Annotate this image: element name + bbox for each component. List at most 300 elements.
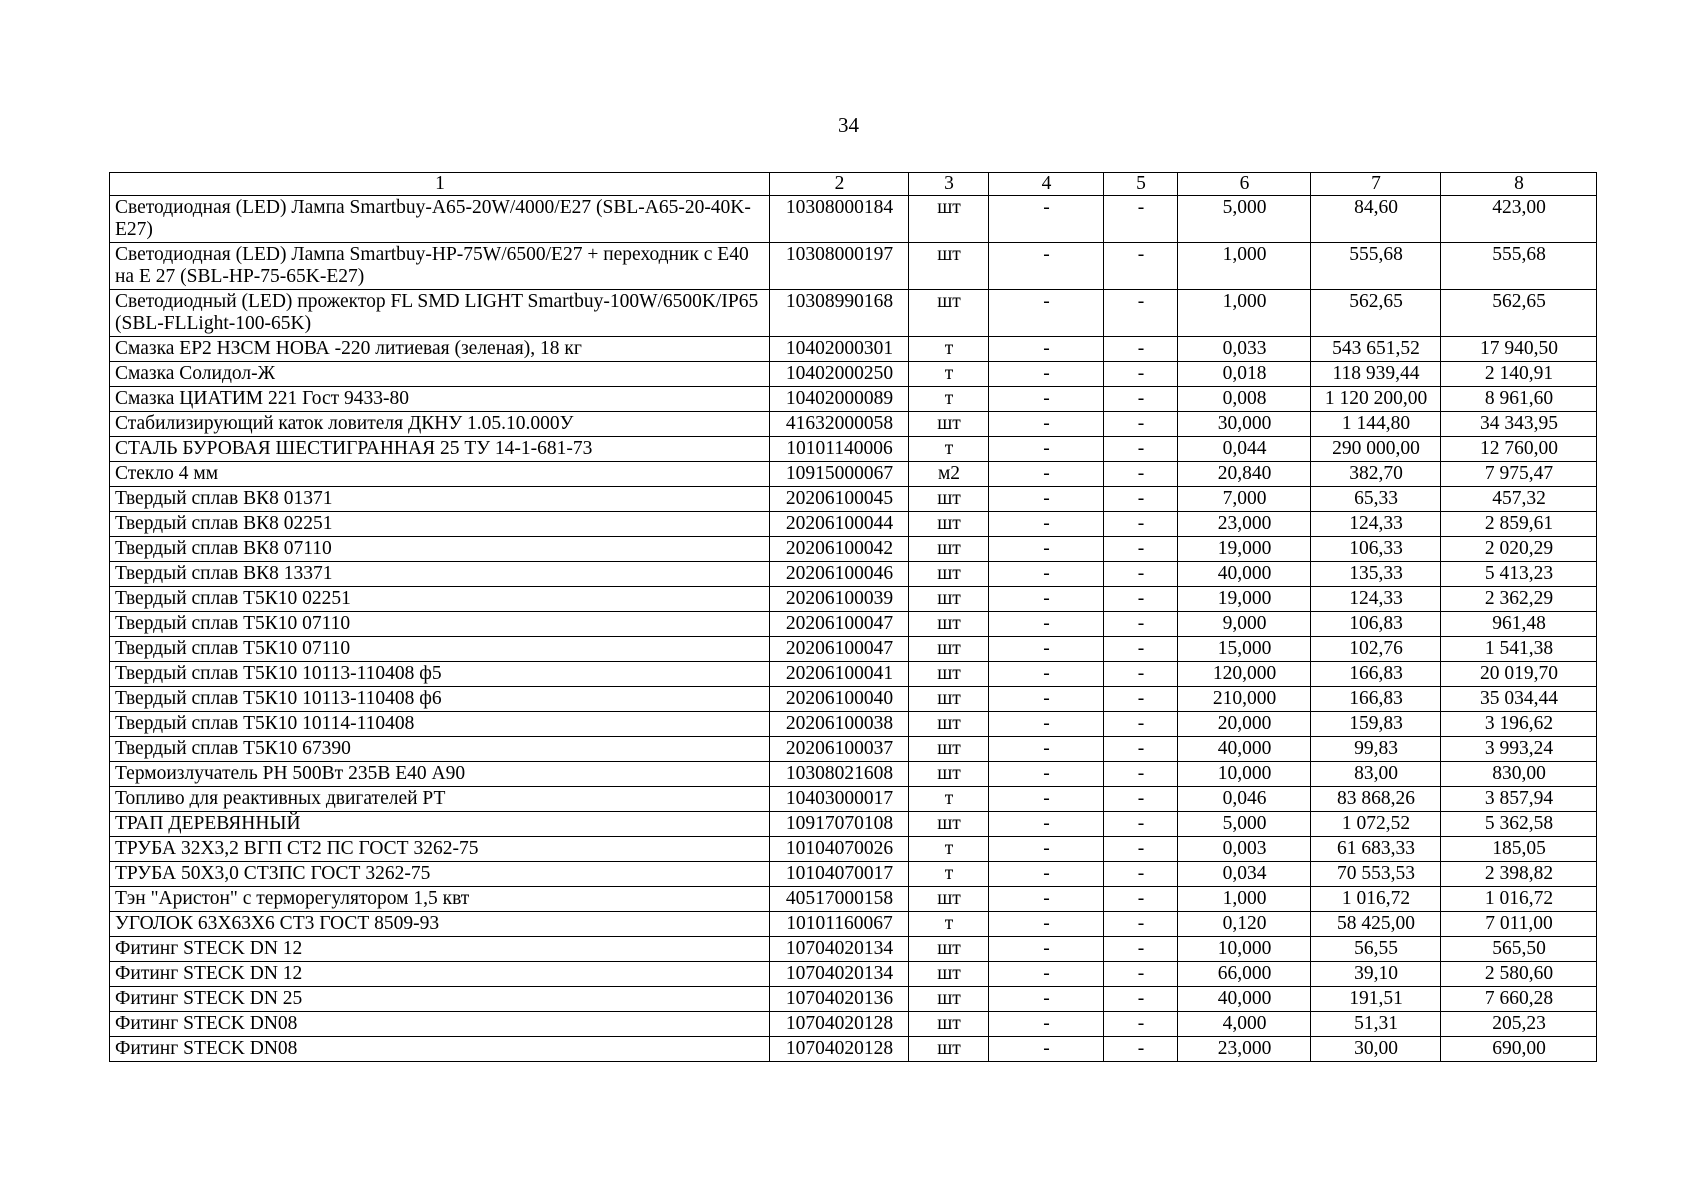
cell-code: 40517000158 bbox=[770, 887, 909, 912]
cell-code: 41632000058 bbox=[770, 412, 909, 437]
table-row bbox=[110, 637, 1597, 662]
cell-col5: - bbox=[1104, 662, 1178, 687]
cell-price: 106,83 bbox=[1311, 612, 1441, 637]
cell-quantity: 1,000 bbox=[1178, 243, 1311, 290]
cell-name: Фитинг STECK DN 25 bbox=[110, 987, 770, 1012]
table-row bbox=[110, 387, 1597, 412]
cell-sum: 2 859,61 bbox=[1441, 512, 1597, 537]
cell-col4: - bbox=[989, 887, 1104, 912]
cell-col4: - bbox=[989, 412, 1104, 437]
cell-price: 1 120 200,00 bbox=[1311, 387, 1441, 412]
cell-name: УГОЛОК 63Х63Х6 СТ3 ГОСТ 8509-93 bbox=[110, 912, 770, 937]
cell-unit: т bbox=[909, 912, 989, 937]
cell-price: 159,83 bbox=[1311, 712, 1441, 737]
cell-price: 1 016,72 bbox=[1311, 887, 1441, 912]
cell-unit: шт bbox=[909, 937, 989, 962]
cell-code: 10402000301 bbox=[770, 337, 909, 362]
cell-unit: шт bbox=[909, 887, 989, 912]
cell-quantity: 23,000 bbox=[1178, 1037, 1311, 1062]
cell-code: 20206100047 bbox=[770, 637, 909, 662]
cell-sum: 8 961,60 bbox=[1441, 387, 1597, 412]
cell-unit: шт bbox=[909, 762, 989, 787]
cell-col5: - bbox=[1104, 512, 1178, 537]
cell-name: Топливо для реактивных двигателей РТ bbox=[110, 787, 770, 812]
cell-code: 10104070017 bbox=[770, 862, 909, 887]
table-row bbox=[110, 462, 1597, 487]
cell-col5: - bbox=[1104, 862, 1178, 887]
cell-name: Твердый сплав ВК8 13371 bbox=[110, 562, 770, 587]
cell-quantity: 4,000 bbox=[1178, 1012, 1311, 1037]
cell-quantity: 210,000 bbox=[1178, 687, 1311, 712]
cell-quantity: 5,000 bbox=[1178, 196, 1311, 243]
cell-col5: - bbox=[1104, 243, 1178, 290]
cell-name: Тэн "Аристон" с терморегулятором 1,5 квт bbox=[110, 887, 770, 912]
cell-quantity: 9,000 bbox=[1178, 612, 1311, 637]
cell-sum: 2 140,91 bbox=[1441, 362, 1597, 387]
table-row bbox=[110, 862, 1597, 887]
cell-col4: - bbox=[989, 512, 1104, 537]
cell-quantity: 20,000 bbox=[1178, 712, 1311, 737]
table-row bbox=[110, 737, 1597, 762]
cell-price: 30,00 bbox=[1311, 1037, 1441, 1062]
cell-col4: - bbox=[989, 712, 1104, 737]
cell-col4: - bbox=[989, 737, 1104, 762]
cell-unit: шт bbox=[909, 487, 989, 512]
cell-col5: - bbox=[1104, 1012, 1178, 1037]
cell-code: 10402000089 bbox=[770, 387, 909, 412]
cell-code: 20206100041 bbox=[770, 662, 909, 687]
cell-sum: 457,32 bbox=[1441, 487, 1597, 512]
cell-quantity: 40,000 bbox=[1178, 987, 1311, 1012]
cell-price: 83 868,26 bbox=[1311, 787, 1441, 812]
cell-code: 20206100047 bbox=[770, 612, 909, 637]
table-row bbox=[110, 962, 1597, 987]
cell-quantity: 19,000 bbox=[1178, 537, 1311, 562]
cell-col4: - bbox=[989, 196, 1104, 243]
cell-quantity: 0,034 bbox=[1178, 862, 1311, 887]
cell-price: 99,83 bbox=[1311, 737, 1441, 762]
cell-price: 1 144,80 bbox=[1311, 412, 1441, 437]
cell-quantity: 1,000 bbox=[1178, 290, 1311, 337]
cell-sum: 7 660,28 bbox=[1441, 987, 1597, 1012]
cell-price: 83,00 bbox=[1311, 762, 1441, 787]
header-cell-7: 7 bbox=[1311, 173, 1441, 196]
table-row bbox=[110, 562, 1597, 587]
cell-code: 20206100046 bbox=[770, 562, 909, 587]
cell-col4: - bbox=[989, 787, 1104, 812]
cell-col4: - bbox=[989, 612, 1104, 637]
table-row bbox=[110, 437, 1597, 462]
cell-code: 10402000250 bbox=[770, 362, 909, 387]
cell-col5: - bbox=[1104, 537, 1178, 562]
cell-name: Фитинг STECK DN 12 bbox=[110, 937, 770, 962]
cell-unit: шт bbox=[909, 512, 989, 537]
cell-quantity: 66,000 bbox=[1178, 962, 1311, 987]
cell-sum: 5 362,58 bbox=[1441, 812, 1597, 837]
cell-col5: - bbox=[1104, 387, 1178, 412]
cell-sum: 2 580,60 bbox=[1441, 962, 1597, 987]
cell-unit: шт bbox=[909, 962, 989, 987]
cell-sum: 961,48 bbox=[1441, 612, 1597, 637]
cell-quantity: 120,000 bbox=[1178, 662, 1311, 687]
cell-col4: - bbox=[989, 762, 1104, 787]
cell-name: Стабилизирующий каток ловителя ДКНУ 1.05.10.000У bbox=[110, 412, 770, 437]
cell-price: 84,60 bbox=[1311, 196, 1441, 243]
cell-price: 102,76 bbox=[1311, 637, 1441, 662]
cell-code: 10917070108 bbox=[770, 812, 909, 837]
cell-col4: - bbox=[989, 1037, 1104, 1062]
page-number: 34 bbox=[838, 113, 859, 137]
cell-name: СТАЛЬ БУРОВАЯ ШЕСТИГРАННАЯ 25 ТУ 14-1-681-73 bbox=[110, 437, 770, 462]
cell-col5: - bbox=[1104, 937, 1178, 962]
cell-price: 56,55 bbox=[1311, 937, 1441, 962]
cell-code: 10915000067 bbox=[770, 462, 909, 487]
cell-col5: - bbox=[1104, 612, 1178, 637]
table-row bbox=[110, 887, 1597, 912]
cell-col5: - bbox=[1104, 487, 1178, 512]
cell-price: 51,31 bbox=[1311, 1012, 1441, 1037]
cell-quantity: 19,000 bbox=[1178, 587, 1311, 612]
cell-col4: - bbox=[989, 912, 1104, 937]
cell-col5: - bbox=[1104, 637, 1178, 662]
cell-col4: - bbox=[989, 437, 1104, 462]
table-row bbox=[110, 837, 1597, 862]
cell-col5: - bbox=[1104, 887, 1178, 912]
cell-quantity: 15,000 bbox=[1178, 637, 1311, 662]
table-row bbox=[110, 243, 1597, 290]
cell-col5: - bbox=[1104, 687, 1178, 712]
cell-col5: - bbox=[1104, 1037, 1178, 1062]
cell-col4: - bbox=[989, 962, 1104, 987]
cell-price: 58 425,00 bbox=[1311, 912, 1441, 937]
cell-unit: шт bbox=[909, 1037, 989, 1062]
cell-name: Твердый сплав Т5К10 10113-110408 ф6 bbox=[110, 687, 770, 712]
cell-price: 191,51 bbox=[1311, 987, 1441, 1012]
cell-sum: 423,00 bbox=[1441, 196, 1597, 243]
cell-col5: - bbox=[1104, 412, 1178, 437]
cell-price: 61 683,33 bbox=[1311, 837, 1441, 862]
cell-name: Твердый сплав ВК8 02251 bbox=[110, 512, 770, 537]
cell-col4: - bbox=[989, 1012, 1104, 1037]
cell-code: 10104070026 bbox=[770, 837, 909, 862]
cell-price: 555,68 bbox=[1311, 243, 1441, 290]
table-row bbox=[110, 812, 1597, 837]
cell-col5: - bbox=[1104, 837, 1178, 862]
cell-code: 10704020136 bbox=[770, 987, 909, 1012]
header-cell-1: 1 bbox=[110, 173, 770, 196]
cell-unit: шт bbox=[909, 712, 989, 737]
cell-unit: шт bbox=[909, 412, 989, 437]
cell-col4: - bbox=[989, 537, 1104, 562]
cell-col5: - bbox=[1104, 712, 1178, 737]
header-cell-4: 4 bbox=[989, 173, 1104, 196]
cell-name: Фитинг STECK DN 12 bbox=[110, 962, 770, 987]
materials-table bbox=[109, 172, 1597, 1062]
cell-col5: - bbox=[1104, 196, 1178, 243]
cell-col4: - bbox=[989, 562, 1104, 587]
cell-quantity: 1,000 bbox=[1178, 887, 1311, 912]
cell-price: 118 939,44 bbox=[1311, 362, 1441, 387]
cell-col4: - bbox=[989, 387, 1104, 412]
cell-code: 10704020128 bbox=[770, 1037, 909, 1062]
cell-sum: 562,65 bbox=[1441, 290, 1597, 337]
cell-price: 135,33 bbox=[1311, 562, 1441, 587]
cell-col5: - bbox=[1104, 962, 1178, 987]
cell-unit: шт bbox=[909, 612, 989, 637]
cell-unit: т bbox=[909, 862, 989, 887]
cell-name: Светодиодный (LED) прожектор FL SMD LIGHT Smartbuy-100W/6500K/IP65 (SBL-FLLight-100-65K) bbox=[110, 290, 770, 337]
table-row bbox=[110, 712, 1597, 737]
cell-name: Твердый сплав Т5К10 07110 bbox=[110, 612, 770, 637]
cell-sum: 3 196,62 bbox=[1441, 712, 1597, 737]
cell-name: Твердый сплав Т5К10 02251 bbox=[110, 587, 770, 612]
header-cell-3: 3 bbox=[909, 173, 989, 196]
cell-unit: шт bbox=[909, 687, 989, 712]
cell-col5: - bbox=[1104, 290, 1178, 337]
table-row bbox=[110, 587, 1597, 612]
cell-sum: 7 975,47 bbox=[1441, 462, 1597, 487]
cell-code: 10308000184 bbox=[770, 196, 909, 243]
cell-price: 562,65 bbox=[1311, 290, 1441, 337]
cell-unit: м2 bbox=[909, 462, 989, 487]
table-row bbox=[110, 787, 1597, 812]
cell-name: Смазка Солидол-Ж bbox=[110, 362, 770, 387]
cell-price: 124,33 bbox=[1311, 512, 1441, 537]
cell-code: 10704020134 bbox=[770, 937, 909, 962]
cell-price: 166,83 bbox=[1311, 662, 1441, 687]
cell-sum: 2 362,29 bbox=[1441, 587, 1597, 612]
cell-price: 1 072,52 bbox=[1311, 812, 1441, 837]
header-row bbox=[110, 173, 1597, 196]
cell-col4: - bbox=[989, 837, 1104, 862]
table-row bbox=[110, 537, 1597, 562]
cell-col4: - bbox=[989, 337, 1104, 362]
cell-sum: 2 020,29 bbox=[1441, 537, 1597, 562]
cell-name: ТРУБА 32Х3,2 ВГП СТ2 ПС ГОСТ 3262-75 bbox=[110, 837, 770, 862]
cell-unit: шт bbox=[909, 987, 989, 1012]
cell-quantity: 40,000 bbox=[1178, 562, 1311, 587]
cell-name: Смазка ЦИАТИМ 221 Гост 9433-80 bbox=[110, 387, 770, 412]
cell-name: Светодиодная (LED) Лампа Smartbuy-A65-20W/4000/E27 (SBL-A65-20-40K-E27) bbox=[110, 196, 770, 243]
cell-sum: 3 993,24 bbox=[1441, 737, 1597, 762]
cell-sum: 205,23 bbox=[1441, 1012, 1597, 1037]
table-row bbox=[110, 687, 1597, 712]
table-row bbox=[110, 937, 1597, 962]
cell-code: 10308990168 bbox=[770, 290, 909, 337]
cell-name: ТРАП ДЕРЕВЯННЫЙ bbox=[110, 812, 770, 837]
table-row bbox=[110, 662, 1597, 687]
cell-name: ТРУБА 50Х3,0 СТ3ПС ГОСТ 3262-75 bbox=[110, 862, 770, 887]
cell-unit: шт bbox=[909, 587, 989, 612]
cell-sum: 35 034,44 bbox=[1441, 687, 1597, 712]
table-body bbox=[110, 196, 1597, 1062]
cell-name: Фитинг STECK DN08 bbox=[110, 1037, 770, 1062]
cell-code: 10101160067 bbox=[770, 912, 909, 937]
cell-quantity: 10,000 bbox=[1178, 937, 1311, 962]
cell-name: Твердый сплав ВК8 07110 bbox=[110, 537, 770, 562]
cell-sum: 1 016,72 bbox=[1441, 887, 1597, 912]
cell-col4: - bbox=[989, 812, 1104, 837]
cell-quantity: 30,000 bbox=[1178, 412, 1311, 437]
table-row bbox=[110, 337, 1597, 362]
cell-price: 290 000,00 bbox=[1311, 437, 1441, 462]
cell-col4: - bbox=[989, 362, 1104, 387]
cell-price: 543 651,52 bbox=[1311, 337, 1441, 362]
table-row bbox=[110, 987, 1597, 1012]
cell-code: 20206100045 bbox=[770, 487, 909, 512]
cell-col5: - bbox=[1104, 337, 1178, 362]
cell-name: Смазка ЕР2 НЗСМ НОВА -220 литиевая (зеленая), 18 кг bbox=[110, 337, 770, 362]
cell-quantity: 7,000 bbox=[1178, 487, 1311, 512]
cell-col5: - bbox=[1104, 987, 1178, 1012]
header-cell-8: 8 bbox=[1441, 173, 1597, 196]
cell-code: 10308021608 bbox=[770, 762, 909, 787]
cell-name: Стекло 4 мм bbox=[110, 462, 770, 487]
cell-col4: - bbox=[989, 987, 1104, 1012]
cell-sum: 17 940,50 bbox=[1441, 337, 1597, 362]
cell-code: 20206100037 bbox=[770, 737, 909, 762]
cell-code: 10704020134 bbox=[770, 962, 909, 987]
cell-unit: шт bbox=[909, 243, 989, 290]
cell-col4: - bbox=[989, 462, 1104, 487]
cell-col5: - bbox=[1104, 462, 1178, 487]
cell-price: 39,10 bbox=[1311, 962, 1441, 987]
cell-code: 20206100042 bbox=[770, 537, 909, 562]
table-row bbox=[110, 1012, 1597, 1037]
cell-price: 382,70 bbox=[1311, 462, 1441, 487]
cell-col5: - bbox=[1104, 812, 1178, 837]
table-row bbox=[110, 362, 1597, 387]
cell-unit: шт bbox=[909, 196, 989, 243]
cell-name: Термоизлучатель РН 500Вт 235В Е40 А90 bbox=[110, 762, 770, 787]
table-row bbox=[110, 912, 1597, 937]
table-row bbox=[110, 196, 1597, 243]
cell-sum: 12 760,00 bbox=[1441, 437, 1597, 462]
cell-unit: шт bbox=[909, 537, 989, 562]
cell-quantity: 20,840 bbox=[1178, 462, 1311, 487]
cell-col5: - bbox=[1104, 362, 1178, 387]
cell-sum: 7 011,00 bbox=[1441, 912, 1597, 937]
cell-sum: 690,00 bbox=[1441, 1037, 1597, 1062]
cell-quantity: 0,120 bbox=[1178, 912, 1311, 937]
table-header bbox=[110, 173, 1597, 196]
cell-col4: - bbox=[989, 687, 1104, 712]
cell-sum: 830,00 bbox=[1441, 762, 1597, 787]
cell-quantity: 0,033 bbox=[1178, 337, 1311, 362]
cell-sum: 555,68 bbox=[1441, 243, 1597, 290]
cell-unit: шт bbox=[909, 812, 989, 837]
cell-code: 10403000017 bbox=[770, 787, 909, 812]
table-row bbox=[110, 512, 1597, 537]
cell-sum: 5 413,23 bbox=[1441, 562, 1597, 587]
cell-unit: т bbox=[909, 337, 989, 362]
cell-quantity: 10,000 bbox=[1178, 762, 1311, 787]
cell-quantity: 5,000 bbox=[1178, 812, 1311, 837]
cell-col4: - bbox=[989, 487, 1104, 512]
cell-unit: т bbox=[909, 787, 989, 812]
table-row bbox=[110, 612, 1597, 637]
cell-price: 124,33 bbox=[1311, 587, 1441, 612]
cell-code: 10101140006 bbox=[770, 437, 909, 462]
cell-col4: - bbox=[989, 662, 1104, 687]
cell-col5: - bbox=[1104, 787, 1178, 812]
header-cell-2: 2 bbox=[770, 173, 909, 196]
table-row bbox=[110, 762, 1597, 787]
cell-unit: т bbox=[909, 837, 989, 862]
header-cell-5: 5 bbox=[1104, 173, 1178, 196]
cell-col5: - bbox=[1104, 762, 1178, 787]
cell-unit: шт bbox=[909, 662, 989, 687]
cell-quantity: 0,044 bbox=[1178, 437, 1311, 462]
cell-price: 166,83 bbox=[1311, 687, 1441, 712]
cell-col4: - bbox=[989, 290, 1104, 337]
cell-quantity: 0,018 bbox=[1178, 362, 1311, 387]
cell-unit: шт bbox=[909, 737, 989, 762]
cell-sum: 34 343,95 bbox=[1441, 412, 1597, 437]
cell-col4: - bbox=[989, 243, 1104, 290]
cell-code: 20206100039 bbox=[770, 587, 909, 612]
cell-unit: т bbox=[909, 387, 989, 412]
cell-unit: шт bbox=[909, 1012, 989, 1037]
cell-unit: т bbox=[909, 362, 989, 387]
cell-price: 70 553,53 bbox=[1311, 862, 1441, 887]
table-row bbox=[110, 1037, 1597, 1062]
cell-quantity: 40,000 bbox=[1178, 737, 1311, 762]
cell-col4: - bbox=[989, 587, 1104, 612]
cell-name: Твердый сплав Т5К10 10114-110408 bbox=[110, 712, 770, 737]
cell-col4: - bbox=[989, 937, 1104, 962]
cell-col5: - bbox=[1104, 587, 1178, 612]
cell-unit: шт bbox=[909, 562, 989, 587]
cell-name: Твердый сплав Т5К10 10113-110408 ф5 bbox=[110, 662, 770, 687]
cell-sum: 1 541,38 bbox=[1441, 637, 1597, 662]
table-row bbox=[110, 487, 1597, 512]
table-row bbox=[110, 412, 1597, 437]
cell-name: Твердый сплав Т5К10 67390 bbox=[110, 737, 770, 762]
cell-name: Твердый сплав ВК8 01371 bbox=[110, 487, 770, 512]
cell-col4: - bbox=[989, 862, 1104, 887]
cell-unit: шт bbox=[909, 290, 989, 337]
cell-quantity: 0,046 bbox=[1178, 787, 1311, 812]
cell-code: 20206100040 bbox=[770, 687, 909, 712]
cell-sum: 2 398,82 bbox=[1441, 862, 1597, 887]
cell-unit: шт bbox=[909, 637, 989, 662]
cell-code: 10308000197 bbox=[770, 243, 909, 290]
cell-price: 106,33 bbox=[1311, 537, 1441, 562]
cell-col5: - bbox=[1104, 437, 1178, 462]
cell-col5: - bbox=[1104, 912, 1178, 937]
cell-code: 20206100038 bbox=[770, 712, 909, 737]
cell-col5: - bbox=[1104, 562, 1178, 587]
cell-name: Твердый сплав Т5К10 07110 bbox=[110, 637, 770, 662]
cell-quantity: 23,000 bbox=[1178, 512, 1311, 537]
cell-col5: - bbox=[1104, 737, 1178, 762]
cell-code: 20206100044 bbox=[770, 512, 909, 537]
cell-code: 10704020128 bbox=[770, 1012, 909, 1037]
cell-price: 65,33 bbox=[1311, 487, 1441, 512]
cell-quantity: 0,003 bbox=[1178, 837, 1311, 862]
cell-unit: т bbox=[909, 437, 989, 462]
cell-sum: 20 019,70 bbox=[1441, 662, 1597, 687]
cell-quantity: 0,008 bbox=[1178, 387, 1311, 412]
cell-name: Фитинг STECK DN08 bbox=[110, 1012, 770, 1037]
table-row bbox=[110, 290, 1597, 337]
header-cell-6: 6 bbox=[1178, 173, 1311, 196]
cell-sum: 185,05 bbox=[1441, 837, 1597, 862]
cell-col4: - bbox=[989, 637, 1104, 662]
cell-sum: 565,50 bbox=[1441, 937, 1597, 962]
cell-name: Светодиодная (LED) Лампа Smartbuy-HP-75W/6500/E27 + переходник с E40 на E 27 (SBL-HP-75-65K-E27) bbox=[110, 243, 770, 290]
